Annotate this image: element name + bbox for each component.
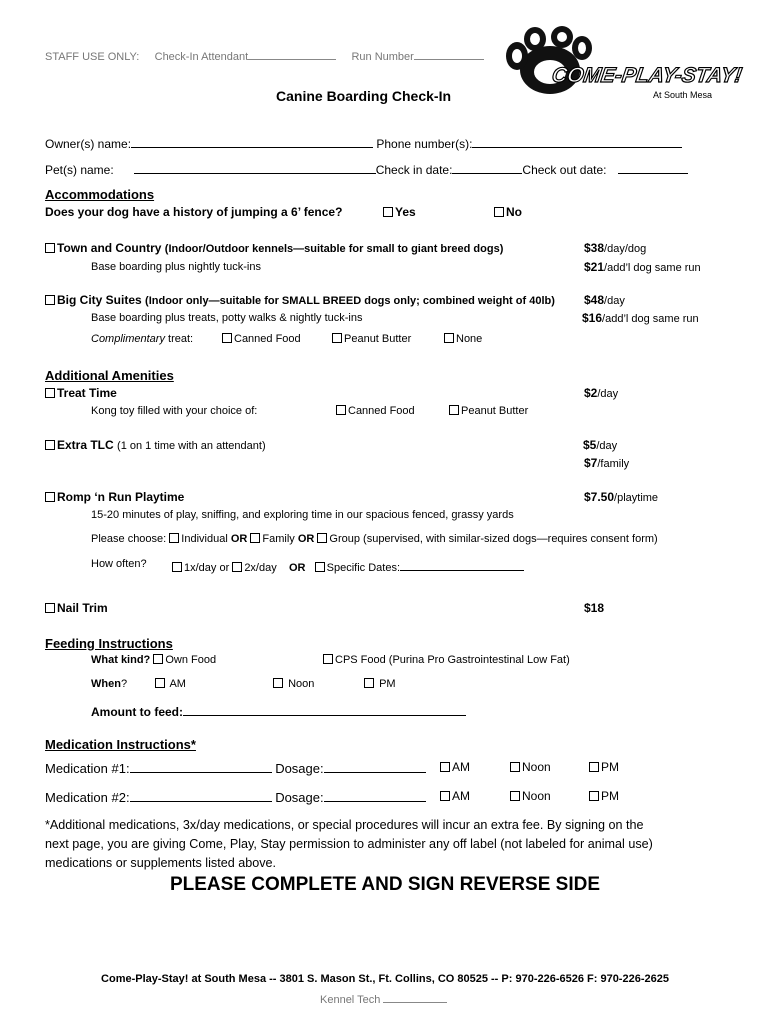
checkbox[interactable] xyxy=(589,791,599,801)
big-city-sub: Base boarding plus treats, potty walks & nightly tuck-ins xyxy=(91,312,363,324)
tlc-name: Extra TLC xyxy=(57,438,114,452)
med2-pm-option[interactable] xyxy=(589,789,619,803)
cps-label: CPS Food (Purina Pro Gastrointestinal Low Fat) xyxy=(335,654,570,666)
feeding-when-label xyxy=(91,678,127,690)
own-food-label: Own Food xyxy=(165,654,217,666)
complimentary-label xyxy=(91,333,193,345)
fence-question: Does your dog have a history of jumping a 6’ fence? xyxy=(45,205,343,219)
pet-row xyxy=(45,161,688,177)
specific-dates-field[interactable] xyxy=(400,558,524,571)
city-price-additional xyxy=(582,311,699,325)
big-city-option[interactable] xyxy=(45,293,555,307)
unit: /day/dog xyxy=(604,243,647,255)
romp-sub: 15-20 minutes of play, sniffing, and exploring time in our spacious fenced, grassy yards xyxy=(91,509,514,521)
how-often-label: How often? xyxy=(91,558,147,570)
footnote-line: next page, you are giving Come, Play, Stay permission to administer any off label (not labeled for animal use) xyxy=(45,837,653,851)
unit: /day xyxy=(597,388,619,400)
romp-price xyxy=(584,490,658,504)
attendant-field[interactable] xyxy=(248,48,336,60)
opt-label: Peanut Butter xyxy=(461,405,529,417)
checkbox[interactable] xyxy=(440,791,450,801)
price: $5 xyxy=(583,438,597,452)
noon-label: Noon xyxy=(288,678,315,690)
opt-label: Canned Food xyxy=(348,405,415,417)
or-label: OR xyxy=(230,533,248,545)
nail-price: $18 xyxy=(584,601,605,615)
when-label: When xyxy=(91,678,121,690)
comp-treat: treat: xyxy=(164,333,194,345)
phone-field[interactable] xyxy=(472,135,682,148)
big-city-desc: (Indoor only—suitable for SMALL BREED dogs only; combined weight of 40lb) xyxy=(145,295,555,307)
run-number-field[interactable] xyxy=(414,48,484,60)
feeding-heading: Feeding Instructions xyxy=(45,636,173,651)
checkin-field[interactable] xyxy=(452,161,522,174)
am-label: AM xyxy=(452,760,470,774)
checkout-field[interactable] xyxy=(618,161,688,174)
twice-label: 2x/day xyxy=(244,562,277,574)
group-label: Group (supervised, with similar-sized dogs—requires consent form) xyxy=(329,533,658,545)
pm-label: PM xyxy=(601,760,619,774)
checkbox[interactable] xyxy=(45,492,55,502)
unit: /day xyxy=(596,440,618,452)
romp-name: Romp ‘n Run Playtime xyxy=(57,490,185,504)
checkbox[interactable] xyxy=(222,333,232,343)
footnote-line: medications or supplements listed above. xyxy=(45,856,277,870)
town-country-desc: (Indoor/Outdoor kennels—suitable for small to giant breed dogs) xyxy=(164,243,504,255)
med1-field[interactable] xyxy=(130,759,272,773)
med2-am-option[interactable] xyxy=(440,789,470,803)
specific-dates-label: Specific Dates: xyxy=(326,562,401,574)
treat-time-option[interactable] xyxy=(45,386,117,400)
town-price-additional xyxy=(584,260,701,274)
treat-time-sub: Kong toy filled with your choice of: xyxy=(91,405,258,417)
pm-label: PM xyxy=(601,789,619,803)
individual-checkbox[interactable] xyxy=(169,533,179,543)
price: $38 xyxy=(584,241,605,255)
town-country-name: Town and Country xyxy=(57,241,162,255)
treat-canned-option[interactable] xyxy=(336,405,415,417)
once-label: 1x/day or xyxy=(184,562,230,574)
page-title: Canine Boarding Check-In xyxy=(276,88,452,104)
dosage1-field[interactable] xyxy=(324,759,426,773)
romp-choose-row xyxy=(91,533,658,545)
footnote xyxy=(45,816,653,873)
treat-peanut-option[interactable] xyxy=(449,405,528,417)
family-checkbox[interactable] xyxy=(250,533,260,543)
romp-run-option[interactable] xyxy=(45,490,184,504)
medication-1-row xyxy=(45,759,426,776)
unit: /family xyxy=(597,458,630,470)
amount-label: Amount to feed: xyxy=(91,705,183,719)
kennel-tech-row xyxy=(320,991,447,1006)
staff-label: STAFF USE ONLY: xyxy=(45,51,140,63)
med2-field[interactable] xyxy=(130,788,272,802)
checkbox[interactable] xyxy=(45,295,55,305)
unit: /day xyxy=(604,295,625,307)
dosage2-field[interactable] xyxy=(324,788,426,802)
nail-name: Nail Trim xyxy=(57,601,108,615)
reverse-side-banner: PLEASE COMPLETE AND SIGN REVERSE SIDE xyxy=(169,874,601,895)
town-country-sub: Base boarding plus nightly tuck-ins xyxy=(91,261,261,273)
attendant-label: Check-In Attendant xyxy=(154,51,249,63)
checkbox[interactable] xyxy=(332,333,342,343)
twice-daily-checkbox[interactable] xyxy=(232,562,242,572)
feeding-kind-row xyxy=(91,654,216,666)
am-label: AM xyxy=(452,789,470,803)
am-label: AM xyxy=(169,678,186,690)
pet-name-label: Pet(s) name: xyxy=(45,163,114,177)
staff-use-row xyxy=(45,48,484,63)
med2-noon-option[interactable] xyxy=(510,789,551,803)
choose-label: Please choose: xyxy=(91,533,167,545)
checkbox[interactable] xyxy=(589,762,599,772)
extra-tlc-option[interactable] xyxy=(45,438,266,452)
group-checkbox[interactable] xyxy=(317,533,327,543)
price: $48 xyxy=(584,293,605,307)
owner-row xyxy=(45,135,682,151)
checkbox[interactable] xyxy=(364,678,374,688)
opt-label: None xyxy=(456,333,483,345)
checkbox[interactable] xyxy=(383,207,393,217)
town-price xyxy=(584,241,646,255)
checkbox[interactable] xyxy=(510,762,520,772)
checkbox[interactable] xyxy=(494,207,504,217)
how-often-options xyxy=(172,558,524,574)
kennel-tech-label: Kennel Tech xyxy=(320,994,381,1006)
comp-canned-option[interactable] xyxy=(222,333,301,345)
feed-am-option[interactable] xyxy=(155,678,186,690)
dosage-label: Dosage: xyxy=(275,790,324,805)
price: $7 xyxy=(584,456,598,470)
med1-am-option[interactable] xyxy=(440,760,470,774)
specific-dates-checkbox[interactable] xyxy=(315,562,325,572)
feed-noon-option[interactable] xyxy=(273,678,314,690)
treat-time-name: Treat Time xyxy=(57,386,117,400)
comp-word: Complimentary xyxy=(91,333,165,345)
noon-label: Noon xyxy=(522,789,551,803)
logo-name: COME-PLAY-STAY! xyxy=(550,64,744,87)
med1-noon-option[interactable] xyxy=(510,760,551,774)
medication-heading: Medication Instructions* xyxy=(45,737,196,752)
or-label: OR xyxy=(288,562,306,574)
big-city-name: Big City Suites xyxy=(57,293,142,307)
comp-peanut-option[interactable] xyxy=(332,333,411,345)
medication-2-row xyxy=(45,788,426,805)
price: $16 xyxy=(582,311,603,325)
checkbox[interactable] xyxy=(155,678,165,688)
checkbox[interactable] xyxy=(336,405,346,415)
no-label: No xyxy=(506,205,522,219)
individual-label: Individual xyxy=(181,533,228,545)
cps-food-option[interactable] xyxy=(323,654,570,666)
kind-label: What kind? xyxy=(91,654,151,666)
city-price xyxy=(584,293,625,307)
town-country-option[interactable] xyxy=(45,241,503,255)
nail-trim-option[interactable] xyxy=(45,601,108,615)
checkbox[interactable] xyxy=(45,603,55,613)
family-label: Family xyxy=(262,533,295,545)
amount-row xyxy=(91,703,466,719)
run-number-label: Run Number xyxy=(351,51,414,63)
checkbox[interactable] xyxy=(449,405,459,415)
price: $7.50 xyxy=(584,490,615,504)
opt-label: Peanut Butter xyxy=(344,333,412,345)
footer-address: Come-Play-Stay! at South Mesa -- 3801 S. Mason St., Ft. Collins, CO 80525 -- P: 970-226-6526 F: 970-226-2625 xyxy=(101,973,669,985)
amount-field[interactable] xyxy=(183,703,466,716)
checkout-label: Check out date: xyxy=(522,163,607,177)
checkbox[interactable] xyxy=(45,440,55,450)
opt-label: Canned Food xyxy=(234,333,301,345)
price: $2 xyxy=(584,386,598,400)
once-daily-checkbox[interactable] xyxy=(172,562,182,572)
logo-subtitle: At South Mesa xyxy=(653,90,713,100)
amenities-heading: Additional Amenities xyxy=(45,368,174,383)
checkbox[interactable] xyxy=(510,791,520,801)
phone-label: Phone number(s): xyxy=(376,137,473,151)
yes-label: Yes xyxy=(395,205,416,219)
checkbox[interactable] xyxy=(45,243,55,253)
tlc-price-family xyxy=(584,456,629,470)
tlc-desc: (1 on 1 time with an attendant) xyxy=(117,440,266,452)
own-food-checkbox[interactable] xyxy=(153,654,163,664)
checkbox[interactable] xyxy=(444,333,454,343)
tlc-price xyxy=(583,438,617,452)
feed-pm-option[interactable] xyxy=(364,678,396,690)
med2-label: Medication #2: xyxy=(45,790,130,805)
pm-label: PM xyxy=(379,678,396,690)
owner-name-field[interactable] xyxy=(131,135,373,148)
comp-none-option[interactable] xyxy=(444,333,482,345)
unit: /add’l dog same run xyxy=(602,313,699,325)
fence-no-option[interactable] xyxy=(494,205,522,219)
checkbox[interactable] xyxy=(273,678,283,688)
unit: /add’l dog same run xyxy=(604,262,701,274)
treat-price xyxy=(584,386,618,400)
checkbox[interactable] xyxy=(45,388,55,398)
checkbox[interactable] xyxy=(440,762,450,772)
price: $21 xyxy=(584,260,605,274)
checkin-label: Check in date: xyxy=(375,163,453,177)
kennel-tech-field[interactable] xyxy=(383,991,447,1003)
med1-label: Medication #1: xyxy=(45,761,130,776)
checkbox[interactable] xyxy=(323,654,333,664)
logo xyxy=(500,26,744,106)
unit: /playtime xyxy=(614,492,659,504)
med1-pm-option[interactable] xyxy=(589,760,619,774)
accommodations-heading: Accommodations xyxy=(45,187,155,202)
q-mark: ? xyxy=(120,678,128,690)
fence-yes-option[interactable] xyxy=(383,205,416,219)
dosage-label: Dosage: xyxy=(275,761,324,776)
noon-label: Noon xyxy=(522,760,551,774)
pet-name-field[interactable] xyxy=(134,161,376,174)
footnote-line: *Additional medications, 3x/day medications, or special procedures will incur an extra fee. By signing on the xyxy=(45,818,644,832)
owner-name-label: Owner(s) name: xyxy=(45,137,132,151)
or-label: OR xyxy=(297,533,315,545)
